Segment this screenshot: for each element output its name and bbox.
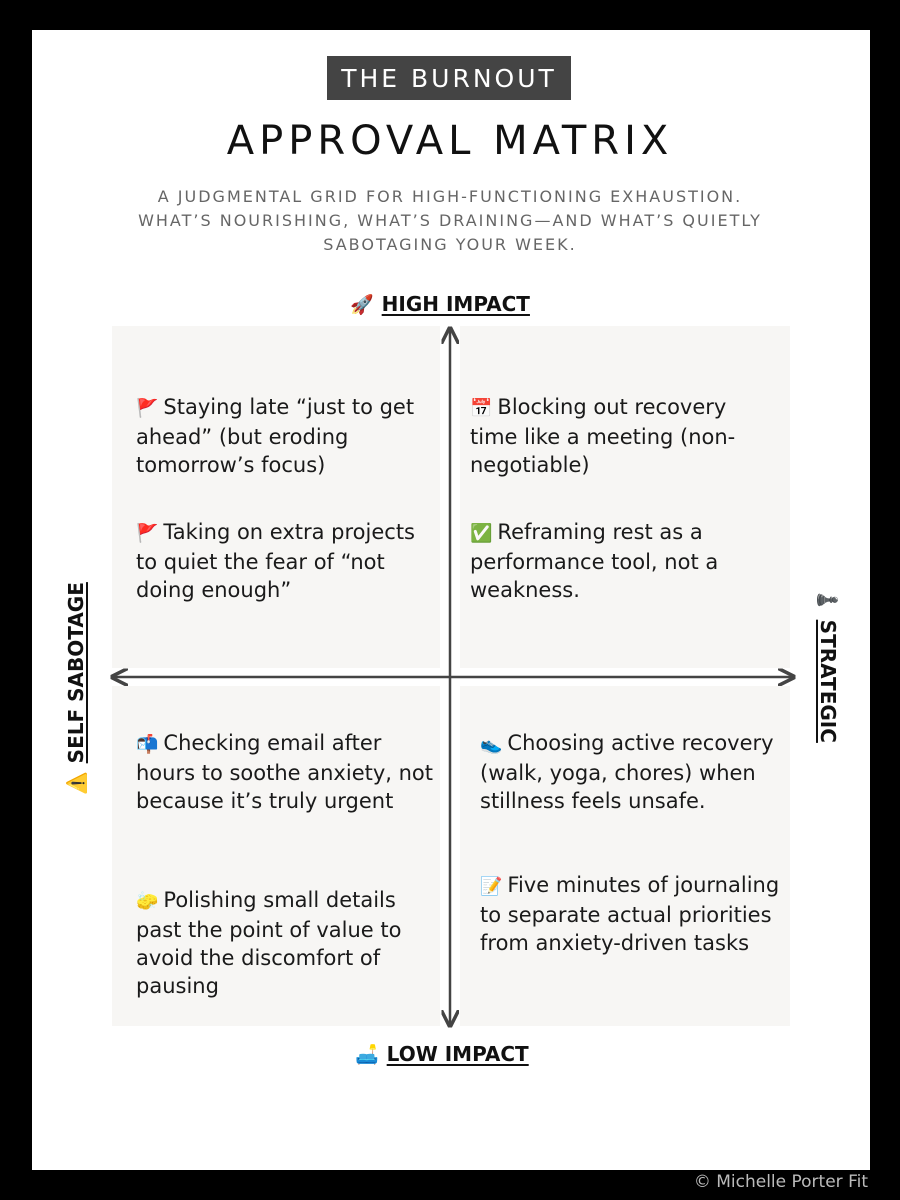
chess-pawn-icon: ♟️ [816,588,839,612]
item-text: Checking email after hours to soothe anxiety, not because it’s truly urgent [136,731,434,813]
list-item [136,518,436,604]
axis-label-low-impact [355,1042,529,1066]
sponge-icon: 🧽 [136,891,159,912]
axis-label-text: SELF SABOTAGE [64,582,88,764]
item-text: Staying late “just to get ahead” (but eroding tomorrow’s focus) [136,395,415,477]
warning-icon: ⚠️ [65,771,88,795]
item-text: Five minutes of journaling to separate actual priorities from anxiety-driven tasks [480,873,780,955]
item-text: Choosing active recovery (walk, yoga, chores) when stillness feels unsafe. [480,731,774,813]
red-flag-icon: 🚩 [136,523,159,544]
axis-label-strategic [816,588,840,743]
item-text: Polishing small details past the point of value to avoid the discomfort of pausing [136,888,402,998]
item-text: Taking on extra projects to quiet the fear of “not doing enough” [136,520,416,602]
page-title: APPROVAL MATRIX [226,118,674,164]
calendar-icon: 📅 [470,398,493,419]
page-subtitle: A JUDGMENTAL GRID FOR HIGH-FUNCTIONING EXHAUSTION. WHAT’S NOURISHING, WHAT’S DRAINING—AND WHAT’S QUIETLY SABOTAGING YOUR WEEK. [138,187,762,254]
rocket-icon: 🚀 [350,293,374,316]
axis-label-high-impact [350,292,530,316]
item-text: Reframing rest as a performance tool, not a weakness. [470,520,719,602]
list-item [136,886,436,1000]
list-item [480,871,780,957]
memo-icon: 📝 [480,876,503,897]
list-item [470,393,780,479]
list-item [470,518,780,604]
list-item [480,729,780,815]
copyright-credit: © Michelle Porter Fit [693,1172,868,1192]
sneaker-icon: 👟 [480,734,503,755]
couch-icon: 🛋️ [355,1043,379,1066]
list-item [136,393,436,479]
list-item [136,729,436,815]
axis-label-text: HIGH IMPACT [381,292,530,316]
axis-label-text: LOW IMPACT [386,1042,529,1066]
axis-label-text: STRATEGIC [816,619,840,743]
axis-label-self-sabotage [64,582,88,795]
check-mark-icon: ✅ [470,523,493,544]
title-badge-text: THE BURNOUT [341,63,557,93]
red-flag-icon: 🚩 [136,398,159,419]
mailbox-icon: 📬 [136,734,159,755]
item-text: Blocking out recovery time like a meeting (non-negotiable) [470,395,736,477]
